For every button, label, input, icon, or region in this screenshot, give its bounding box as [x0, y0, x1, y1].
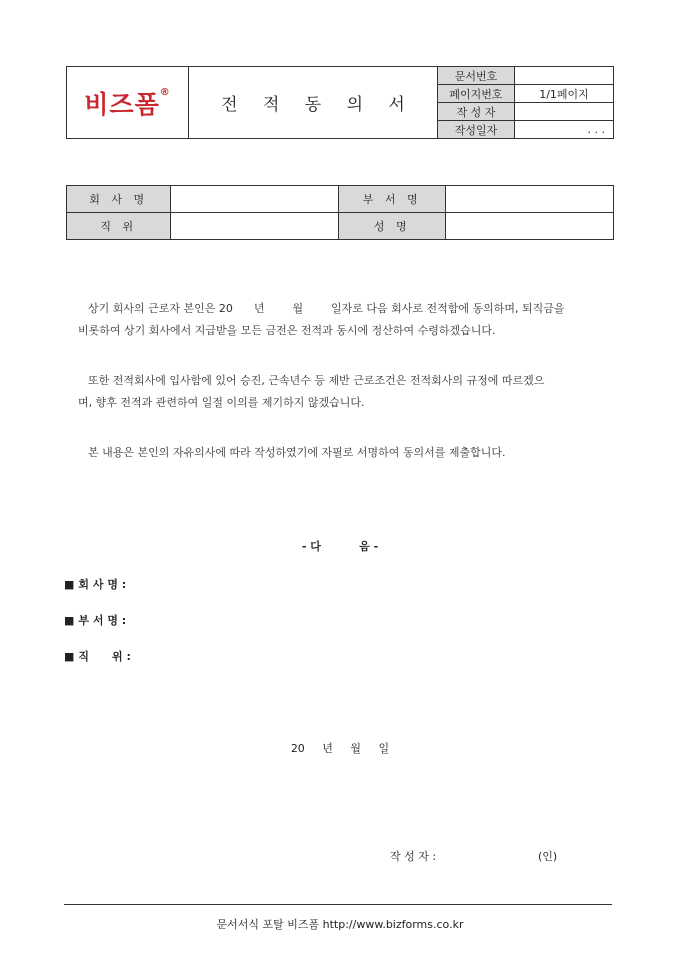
item-company	[64, 576, 126, 592]
author-signature-label: 작 성 자 :	[390, 850, 437, 863]
paragraph-1-line-2: 비롯하여 상기 회사에서 지급받을 모든 금전은 전적과 동시에 정산하여 수령하겠습니다.	[78, 324, 496, 337]
logo-cell	[67, 67, 189, 139]
section-heading-doum: - 다 음 -	[301, 540, 379, 553]
document-title: 전 적 동 의 서	[189, 67, 438, 139]
department-label: 부 서 명	[339, 186, 445, 213]
footer-text: 문서서식 포탈 비즈폼 http://www.bizforms.co.kr	[216, 918, 464, 931]
company-name-label: 회 사 명	[67, 186, 171, 213]
paragraph-2-line-1: 또한 전적회사에 입사함에 있어 승진, 근속년수 등 제반 근로조건은 전적회사의 규정에 따르겠으	[88, 374, 545, 387]
author-value	[515, 103, 614, 121]
name-field[interactable]	[445, 213, 613, 240]
department-field[interactable]	[445, 186, 613, 213]
doc-number-label: 문서번호	[438, 67, 515, 85]
paragraph-1-line-1: 상기 회사의 근로자 본인은 20 년 월 일자로 다음 회사로 전적함에 동의하며, 퇴직금을	[88, 302, 565, 315]
name-label: 성 명	[339, 213, 445, 240]
footer-divider	[64, 904, 612, 905]
item-department-label: 부 서 명 :	[78, 614, 127, 627]
item-position	[64, 648, 131, 664]
consent-paragraph-2	[78, 370, 606, 414]
employee-info-table	[66, 185, 614, 240]
author-label: 작 성 자	[438, 103, 515, 121]
date-value: . . .	[515, 121, 614, 139]
item-position-label: 직 위 :	[78, 650, 131, 663]
square-bullet-icon: ■	[64, 650, 75, 663]
bizforms-logo: 비즈폼®	[84, 86, 171, 119]
signature-date: 20 년 월 일	[290, 742, 390, 755]
square-bullet-icon: ■	[64, 578, 75, 591]
item-department	[64, 612, 126, 628]
company-name-field[interactable]	[171, 186, 339, 213]
position-label: 직 위	[67, 213, 171, 240]
seal-mark: (인)	[538, 850, 558, 863]
page-number-label: 페이지번호	[438, 85, 515, 103]
doc-number-value	[515, 67, 614, 85]
paragraph-3-line-1: 본 내용은 본인의 자유의사에 따라 작성하였기에 자필로 서명하여 동의서를 제출합니다.	[88, 446, 506, 459]
page-number-value: 1/1페이지	[515, 85, 614, 103]
square-bullet-icon: ■	[64, 614, 75, 627]
consent-paragraph-3	[78, 442, 606, 464]
header-table	[66, 66, 614, 139]
date-label: 작성일자	[438, 121, 515, 139]
item-company-label: 회 사 명 :	[78, 578, 127, 591]
position-field[interactable]	[171, 213, 339, 240]
consent-paragraph-1	[78, 298, 606, 342]
paragraph-2-line-2: 며, 향후 전적과 관련하여 일절 이의를 제기하지 않겠습니다.	[78, 396, 365, 409]
